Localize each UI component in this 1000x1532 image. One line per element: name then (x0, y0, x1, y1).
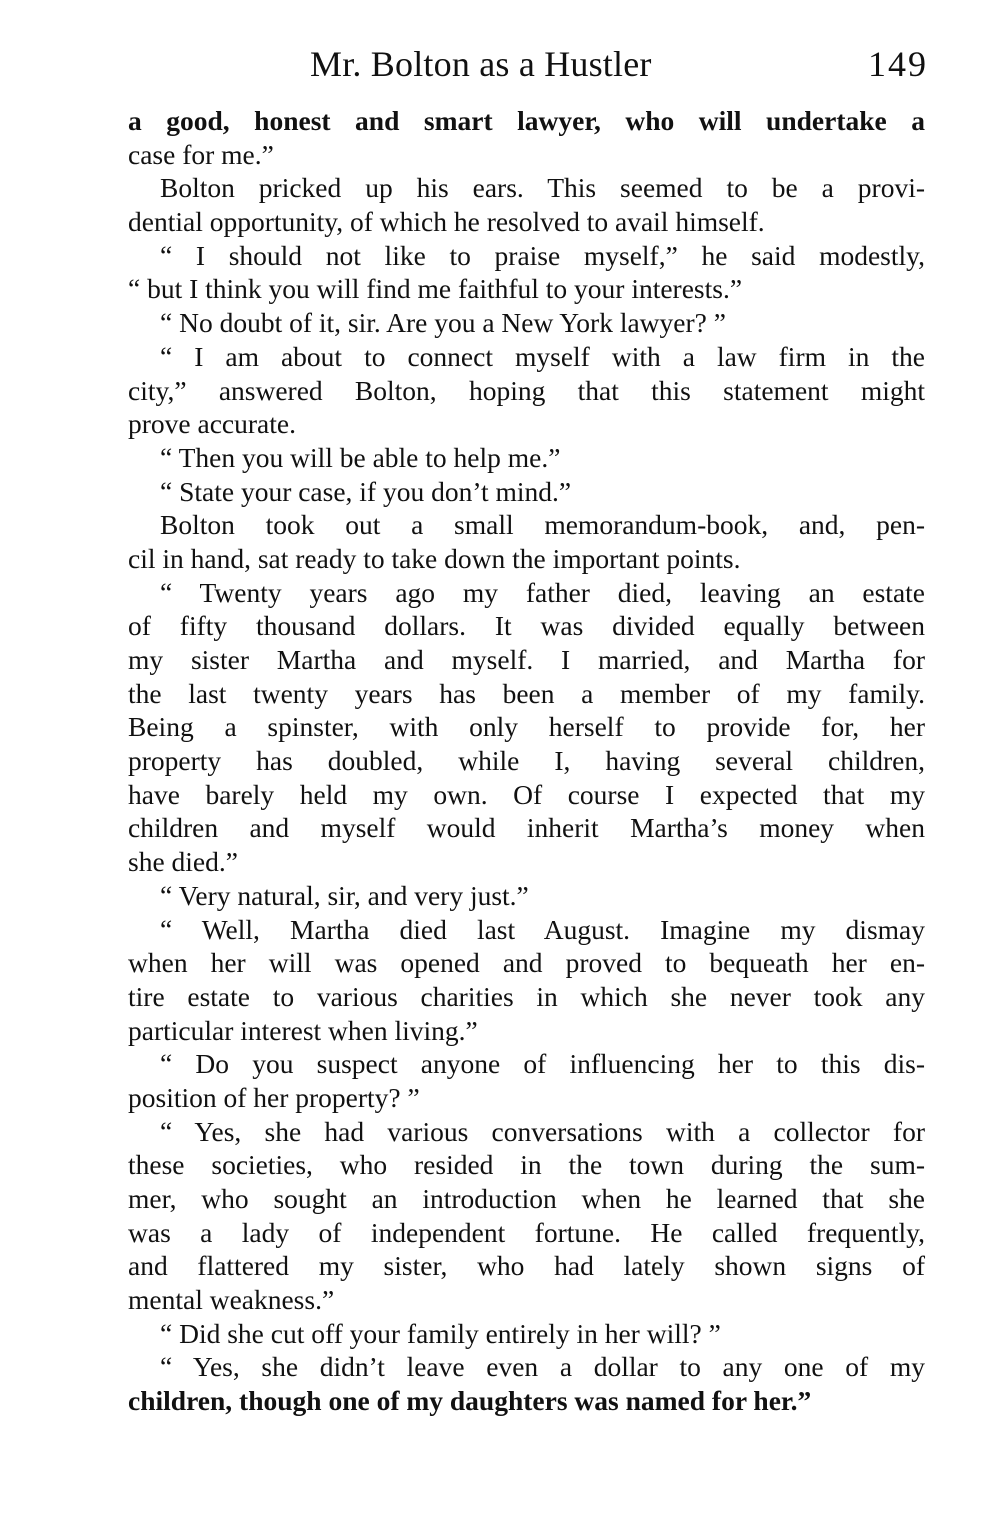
text-line: a good, honest and smart lawyer, who will undertake a (128, 105, 925, 136)
text-line: “ Then you will be able to help me.” (160, 441, 561, 473)
text-line: have barely held my own. Of course I expected that my (128, 778, 925, 810)
text-line: of fifty thousand dollars. It was divided equally between (128, 610, 925, 642)
text-line: “ Did she cut off your family entirely in her will? ” (160, 1317, 721, 1349)
text-line: she died.” (128, 846, 238, 878)
body-text (128, 104, 925, 1418)
text-line: children, though one of my daughters was named for her.” (128, 1385, 812, 1417)
text-line: particular interest when living.” (128, 1014, 478, 1046)
text-line: “ Do you suspect anyone of influencing her to this dis- (160, 1048, 925, 1080)
text-line: my sister Martha and myself. I married, and Martha for (128, 644, 925, 675)
text-line: “ I am about to connect myself with a law firm in the (160, 340, 925, 372)
text-line: “ but I think you will find me faithful to your interests.” (128, 273, 743, 305)
running-title: Mr. Bolton as a Hustler (310, 44, 652, 84)
text-line: property has doubled, while I, having several children, (128, 745, 925, 777)
text-line: “ Yes, she had various conversations with a collector for (160, 1115, 925, 1147)
text-line: position of her property? ” (128, 1081, 420, 1113)
text-line: tire estate to various charities in which she never took any (128, 980, 925, 1012)
text-line: when her will was opened and proved to bequeath her en- (128, 947, 925, 979)
text-line: Bolton took out a small memorandum-book, and, pen- (160, 509, 925, 541)
text-line: “ No doubt of it, sir. Are you a New York lawyer? ” (160, 307, 726, 339)
text-line: and flattered my sister, who had lately shown signs of (128, 1250, 925, 1282)
text-line: prove accurate. (128, 408, 296, 440)
text-line: these societies, who resided in the town during the sum- (128, 1149, 925, 1181)
text-line: was a lady of independent fortune. He called frequently, (128, 1216, 925, 1248)
text-line: “ Yes, she didn’t leave even a dollar to any one of my (160, 1351, 925, 1383)
text-line: “ Very natural, sir, and very just.” (160, 879, 529, 911)
page-number: 149 (868, 44, 928, 84)
text-line: cil in hand, sat ready to take down the important points. (128, 542, 741, 574)
text-line: mental weakness.” (128, 1284, 335, 1316)
text-line: “ State your case, if you don’t mind.” (160, 475, 572, 507)
text-line: case for me.” (128, 138, 274, 170)
text-line: dential opportunity, of which he resolved to avail himself. (128, 206, 765, 238)
text-line: children and myself would inherit Martha’s money when (128, 812, 925, 844)
text-line: the last twenty years has been a member of my family. (128, 677, 925, 709)
running-head (128, 40, 928, 88)
text-line: mer, who sought an introduction when he learned that she (128, 1183, 925, 1214)
text-line: “ Well, Martha died last August. Imagine my dismay (160, 913, 925, 945)
text-line: Being a spinster, with only herself to provide for, her (128, 711, 925, 743)
text-line: “ I should not like to praise myself,” he said modestly, (160, 239, 925, 271)
text-line: “ Twenty years ago my father died, leaving an estate (160, 576, 925, 608)
text-line: city,” answered Bolton, hoping that this statement might (128, 374, 925, 406)
text-line: Bolton pricked up his ears. This seemed to be a provi- (160, 172, 925, 204)
